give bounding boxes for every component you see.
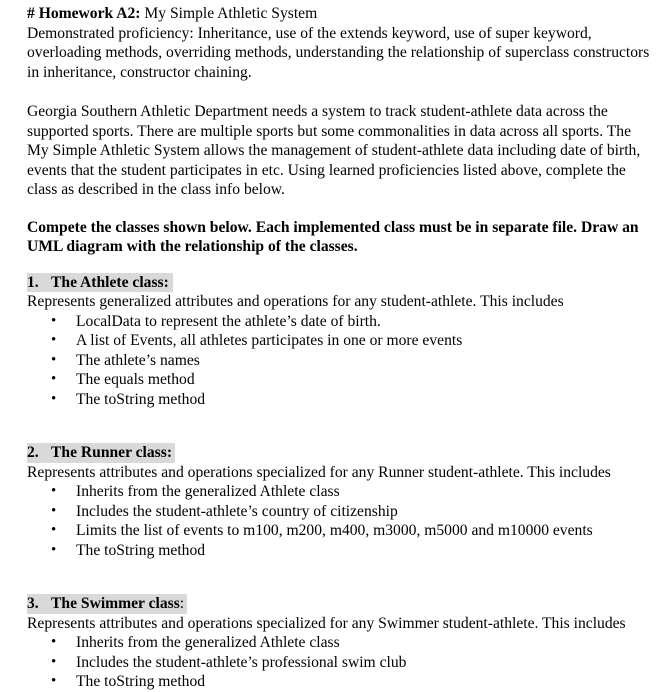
bullet-icon: • (51, 390, 57, 407)
bullet-icon: • (51, 312, 57, 329)
section-number: 3. (27, 595, 39, 612)
homework-title-name: My Simple Athletic System (140, 5, 318, 22)
list-item-text: The toString method (76, 541, 206, 559)
bullet-icon: • (51, 522, 57, 538)
list-item-text: Inherits from the generalized Athlete class (76, 483, 340, 500)
intro-paragraph: Georgia Southern Athletic Department needs a system to track student-athlete data across the supported sports. There are multiple sports but some commonalities in data across all sports. The My Simple Athletic System allows the management of student-athlete data including date of birth, events that the student participates in etc. Using learned proficiencies listed above, complete the class as described in the class info below. (27, 103, 641, 198)
list-item-text: Includes the student-athlete’s professional swim club (76, 653, 407, 671)
bullet-icon: • (51, 673, 57, 689)
bullet-icon: • (51, 653, 57, 670)
section-athlete (27, 273, 652, 410)
section-heading-athlete (27, 273, 173, 293)
list-item (27, 482, 652, 502)
list-item (27, 541, 652, 561)
list-item-text: LocalData to represent the athlete’s date of birth. (76, 312, 381, 330)
list-item-text: The equals method (76, 371, 195, 388)
bullet-icon: • (51, 332, 57, 348)
bullet-icon: • (51, 483, 57, 499)
list-item-text: The toString method (76, 673, 206, 690)
bullet-list (27, 312, 652, 410)
section-number: 1. (27, 273, 39, 291)
section-heading-text: The Athlete class: (51, 273, 169, 291)
list-item (27, 633, 652, 653)
bullet-icon: • (51, 371, 57, 387)
list-item-text: A list of Events, all athletes participates in one or more events (76, 332, 463, 349)
section-runner (27, 443, 652, 560)
list-item-text: Inherits from the generalized Athlete class (76, 634, 340, 651)
bullet-icon: • (51, 541, 57, 558)
homework-title (27, 4, 652, 24)
bullet-list (27, 482, 652, 560)
list-item-text: Limits the list of events to m100, m200, m400, m3000, m5000 and m10000 events (76, 522, 593, 539)
section-heading-colon: : (179, 595, 185, 612)
list-item (27, 370, 652, 390)
bullet-icon: • (51, 351, 57, 368)
bullet-icon: • (51, 502, 57, 519)
list-item-text: The toString method (76, 390, 206, 408)
bullet-icon: • (51, 634, 57, 650)
section-description: Represents attributes and operations specialized for any Runner student-athlete. This includes (27, 463, 611, 481)
list-item (27, 312, 652, 332)
list-item-text: The athlete’s names (76, 351, 200, 369)
list-item (27, 390, 652, 410)
list-item-text: Includes the student-athlete’s country of citizenship (76, 502, 398, 520)
document-page (27, 4, 652, 692)
section-description: Represents generalized attributes and operations for any student-athlete. This includes (27, 293, 564, 310)
list-item (27, 331, 652, 351)
section-description: Represents attributes and operations specialized for any Swimmer student-athlete. This includes (27, 614, 626, 632)
homework-title-label: # Homework A2: (27, 5, 141, 22)
list-item (27, 351, 652, 371)
section-heading-swimmer (27, 594, 187, 614)
section-swimmer (27, 594, 652, 692)
section-heading-text: The Swimmer class (51, 595, 180, 612)
list-item (27, 521, 652, 541)
section-heading-text: The Runner class: (51, 444, 173, 461)
bullet-list (27, 633, 652, 692)
list-item (27, 653, 652, 673)
section-heading-runner (27, 443, 175, 463)
proficiency-paragraph: Demonstrated proficiency: Inheritance, use of the extends keyword, use of super keyword, overloading methods, overriding methods, understanding the relationship of superclass constructors in inheritance, constructor chaining. (27, 24, 650, 81)
instruction-paragraph: Compete the classes shown below. Each implemented class must be in separate file. Draw an UML diagram with the relationship of the classes. (27, 218, 639, 255)
section-number: 2. (27, 444, 39, 461)
list-item (27, 502, 652, 522)
